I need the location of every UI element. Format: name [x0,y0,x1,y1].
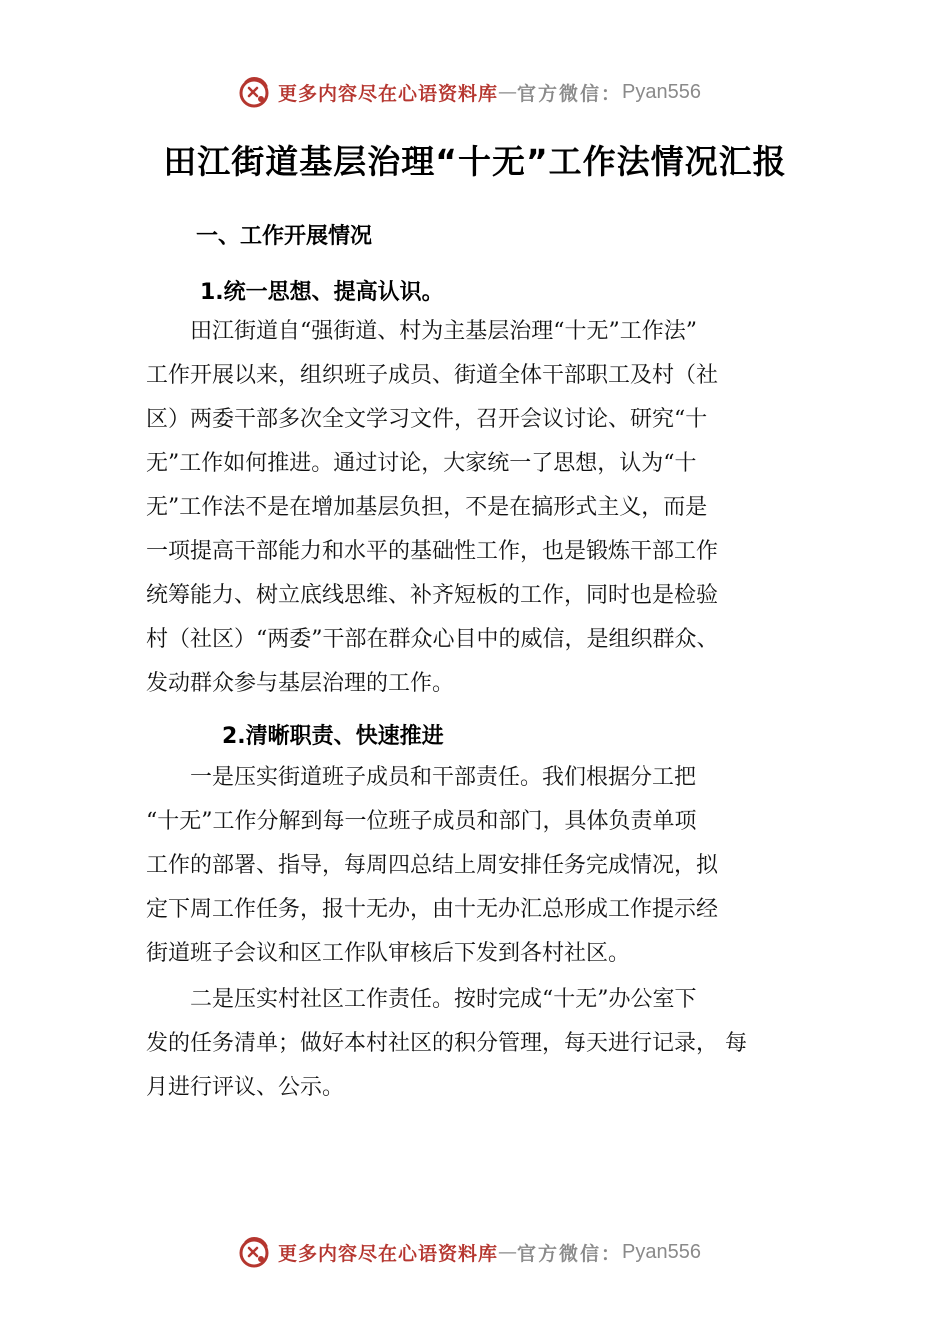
paragraph-3-line: 二是压实村社区工作责任。按时完成“十无”办公室下 [146,987,697,1012]
paragraph-2-line: “十无”工作分解到每一位班子成员和部门，具体负责单项 [146,809,697,834]
paragraph-3 [146,978,826,1110]
header-banner-dash: — [498,81,518,103]
library-logo-icon [236,74,272,110]
subheading-1: 1.统一思想、提高认识。 [200,280,444,305]
header-banner-main-text: 更多内容尽在心语资料库 [278,82,499,105]
paragraph-1-line: 无”工作如何推进。通过讨论，大家统一了思想，认为“十 [146,451,697,476]
footer-banner-main-text: 更多内容尽在心语资料库 [278,1242,499,1265]
footer-banner-dash: — [498,1241,518,1263]
paragraph-2-line: 工作的部署、指导，每周四总结上周安排任务完成情况，拟 [146,853,719,878]
paragraph-1-line: 发动群众参与基层治理的工作。 [146,671,455,696]
paragraph-2-line: 一是压实街道班子成员和干部责任。我们根据分工把 [146,765,697,790]
library-logo-icon [236,1234,272,1270]
footer-banner [236,1232,701,1272]
paragraph-3-line: 发的任务清单；做好本村社区的积分管理，每天进行记录， 每 [146,1031,747,1056]
paragraph-1-line: 一项提高干部能力和水平的基础性工作，也是锻炼干部工作 [146,539,719,564]
paragraph-1 [146,310,826,706]
header-banner-wechat-id: Pyan556 [622,80,701,103]
paragraph-1-line: 无”工作法不是在增加基层负担，不是在搞形式主义，而是 [146,495,708,520]
paragraph-1-line: 工作开展以来，组织班子成员、街道全体干部职工及村（社 [146,363,719,388]
paragraph-2-line: 定下周工作任务，报十无办，由十无办汇总形成工作提示经 [146,897,719,922]
header-banner-sub-text: 官方微信： [517,82,623,105]
paragraph-3-line: 月进行评议、公示。 [146,1075,345,1100]
paragraph-2-line: 街道班子会议和区工作队审核后下发到各村社区。 [146,941,631,966]
paragraph-2 [146,756,826,976]
header-banner [236,72,701,112]
footer-banner-wechat-id: Pyan556 [622,1240,701,1263]
paragraph-1-line: 田江街道自“强街道、村为主基层治理“十无”工作法” [146,319,697,344]
document-title: 田江街道基层治理“十无”工作法情况汇报 [163,142,787,181]
paragraph-1-line: 统筹能力、树立底线思维、补齐短板的工作，同时也是检验 [146,583,719,608]
footer-banner-sub-text: 官方微信： [517,1242,623,1265]
paragraph-1-line: 村（社区）“两委”干部在群众心目中的威信，是组织群众、 [146,627,719,652]
subheading-2: 2.清晰职责、快速推进 [222,724,444,749]
section-heading-1: 一、工作开展情况 [196,224,373,249]
paragraph-1-line: 区）两委干部多次全文学习文件，召开会议讨论、研究“十 [146,407,708,432]
